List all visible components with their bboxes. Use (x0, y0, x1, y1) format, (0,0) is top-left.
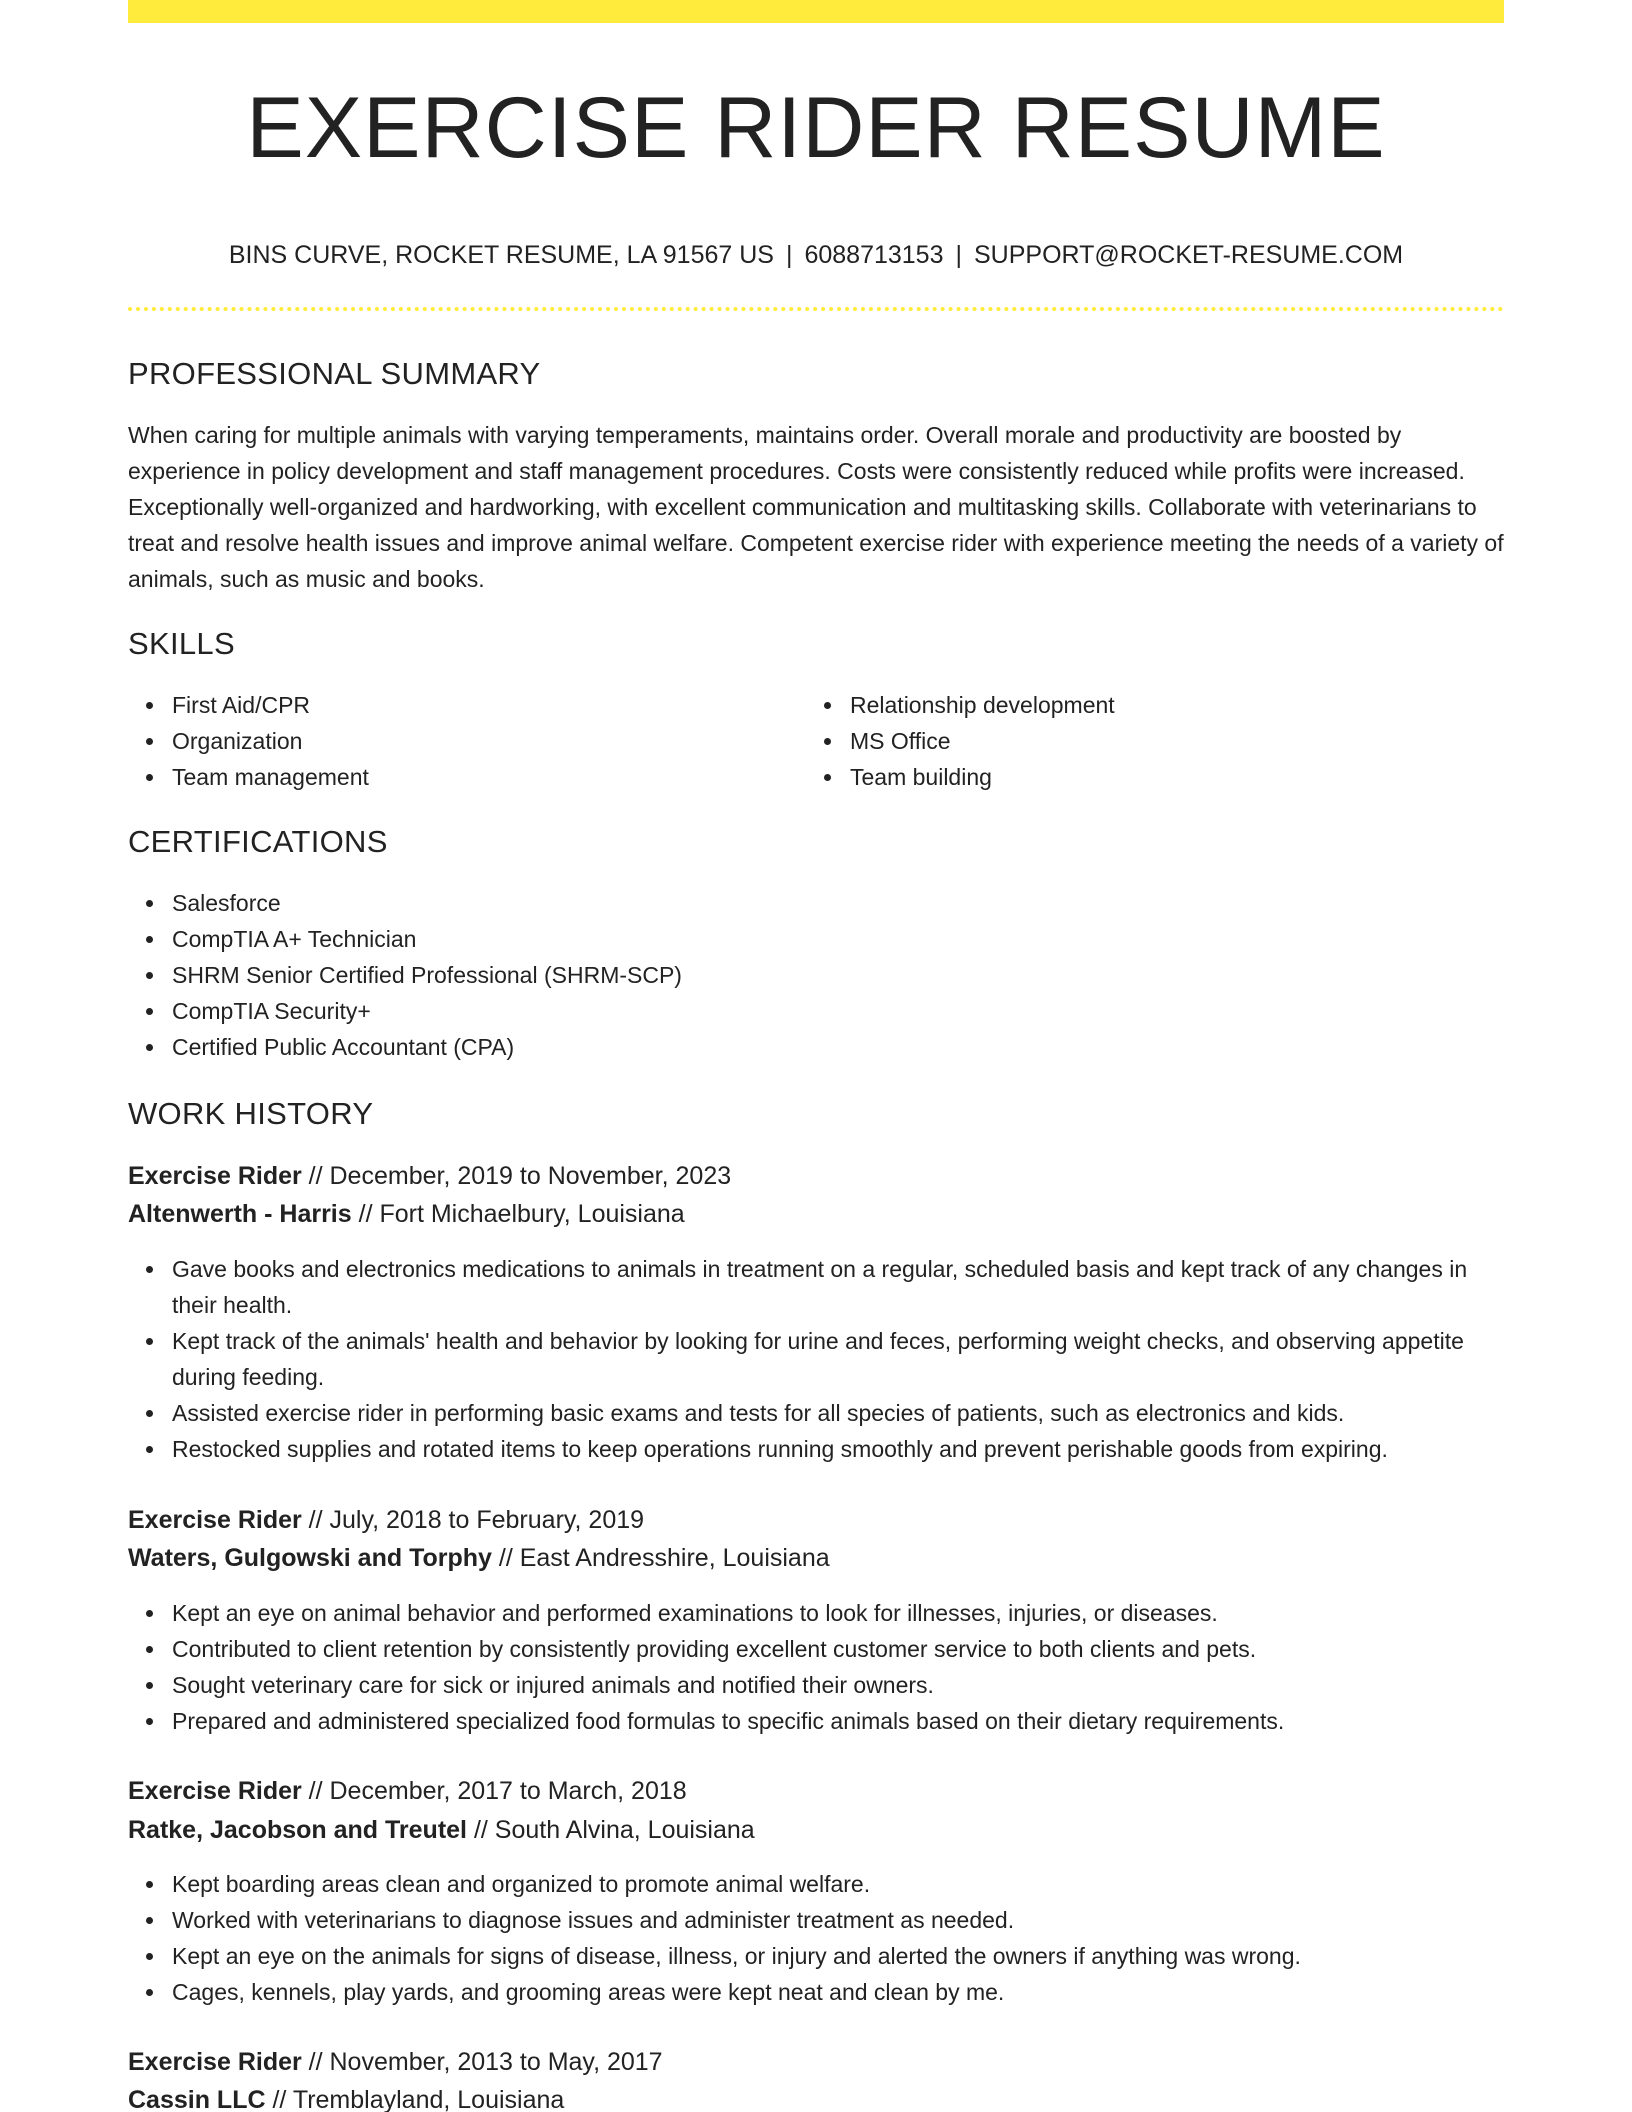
certifications-list (128, 885, 1504, 1065)
contact-email: SUPPORT@ROCKET-RESUME.COM (974, 241, 1404, 269)
dotted-divider (128, 307, 1504, 311)
job-company: Cassin LLC (128, 2086, 266, 2112)
job-duties-list (128, 1595, 1504, 1739)
certifications-heading: CERTIFICATIONS (128, 824, 388, 859)
contact-address: BINS CURVE, ROCKET RESUME, LA 91567 US (228, 241, 774, 269)
summary-heading: PROFESSIONAL SUMMARY (128, 356, 541, 391)
skills-heading: SKILLS (128, 626, 235, 661)
resume-title: EXERCISE RIDER RESUME (246, 80, 1386, 176)
skill-item: Relationship development (806, 687, 1486, 723)
job-duty: Kept boarding areas clean and organized to promote animal welfare. (128, 1866, 1504, 1902)
job-duty: Kept an eye on animal behavior and performed examinations to look for illnesses, injuries, or diseases. (128, 1595, 1504, 1631)
job-company: Altenwerth - Harris (128, 1200, 352, 1228)
job-role: Exercise Rider (128, 2048, 302, 2076)
job-dates: // December, 2017 to March, 2018 (301, 1777, 687, 1805)
accent-top-bar (128, 0, 1504, 23)
job-title-line (128, 1773, 687, 1809)
job-title-line (128, 1158, 731, 1194)
certification-item: CompTIA Security+ (128, 993, 1504, 1029)
resume-page (128, 0, 1504, 2112)
skill-item: First Aid/CPR (128, 687, 808, 723)
job-company-line (128, 1540, 830, 1576)
job-location: // Fort Michaelbury, Louisiana (351, 1200, 685, 1228)
job-duty: Cages, kennels, play yards, and grooming areas were kept neat and clean by me. (128, 1974, 1504, 2010)
job-dates: // December, 2019 to November, 2023 (301, 1162, 732, 1190)
contact-separator: | (785, 241, 793, 269)
skill-item: Team management (128, 759, 808, 795)
skill-item: MS Office (806, 723, 1486, 759)
job-duty: Restocked supplies and rotated items to keep operations running smoothly and prevent perishable goods from expiring. (128, 1431, 1504, 1467)
job-role: Exercise Rider (128, 1777, 302, 1805)
skills-list-right (806, 687, 1486, 795)
job-location: // South Alvina, Louisiana (467, 1816, 755, 1844)
job-company-line (128, 1196, 685, 1232)
summary-text: When caring for multiple animals with varying temperaments, maintains order. Overall morale and productivity are boosted by experience in policy development and staff management procedures. Costs were consistently reduced while profits were increased. Exceptionally well-organized and hardworking, with excellent communication and multitasking skills. Collaborate with veterinarians to treat and resolve health issues and improve animal welfare. Competent exercise rider with experience meeting the needs of a variety of animals, such as music and books. (128, 422, 1504, 592)
job-company: Waters, Gulgowski and Torphy (128, 1544, 492, 1572)
job-title-line (128, 1502, 644, 1538)
job-duty: Assisted exercise rider in performing basic exams and tests for all species of patients, such as electronics and kids. (128, 1395, 1504, 1431)
job-role: Exercise Rider (128, 1162, 302, 1190)
job-duties-list (128, 1866, 1504, 2010)
job-dates: // July, 2018 to February, 2019 (301, 1506, 645, 1534)
job-company-line (128, 2082, 564, 2112)
certification-item: Certified Public Accountant (CPA) (128, 1029, 1504, 1065)
skills-list-left (128, 687, 808, 795)
job-duty: Prepared and administered specialized food formulas to specific animals based on their dietary requirements. (128, 1703, 1504, 1739)
job-duty: Contributed to client retention by consistently providing excellent customer service to both clients and pets. (128, 1631, 1504, 1667)
contact-separator: | (955, 241, 962, 269)
job-title-line (128, 2044, 663, 2080)
certification-item: CompTIA A+ Technician (128, 921, 1504, 957)
job-company: Ratke, Jacobson and Treutel (128, 1816, 467, 1844)
job-company-line (128, 1812, 755, 1848)
work-history-heading: WORK HISTORY (128, 1096, 374, 1131)
job-duty: Gave books and electronics medications to animals in treatment on a regular, scheduled basis and kept track of any changes in their health. (128, 1251, 1504, 1323)
job-location: // Tremblayland, Louisiana (265, 2086, 565, 2112)
job-duty: Sought veterinary care for sick or injured animals and notified their owners. (128, 1667, 1504, 1703)
job-role: Exercise Rider (128, 1506, 302, 1534)
job-duties-list (128, 1251, 1504, 1467)
contact-info (128, 238, 1504, 272)
job-duty: Kept track of the animals' health and behavior by looking for urine and feces, performing weight checks, and observing appetite during feeding. (128, 1323, 1504, 1395)
job-duty: Worked with veterinarians to diagnose issues and administer treatment as needed. (128, 1902, 1504, 1938)
job-dates: // November, 2013 to May, 2017 (301, 2048, 663, 2076)
skill-item: Organization (128, 723, 808, 759)
job-duty: Kept an eye on the animals for signs of disease, illness, or injury and alerted the owners if anything was wrong. (128, 1938, 1504, 1974)
certification-item: Salesforce (128, 885, 1504, 921)
skill-item: Team building (806, 759, 1486, 795)
job-location: // East Andresshire, Louisiana (491, 1544, 830, 1572)
contact-phone: 6088713153 (804, 241, 944, 269)
certification-item: SHRM Senior Certified Professional (SHRM-SCP) (128, 957, 1504, 993)
